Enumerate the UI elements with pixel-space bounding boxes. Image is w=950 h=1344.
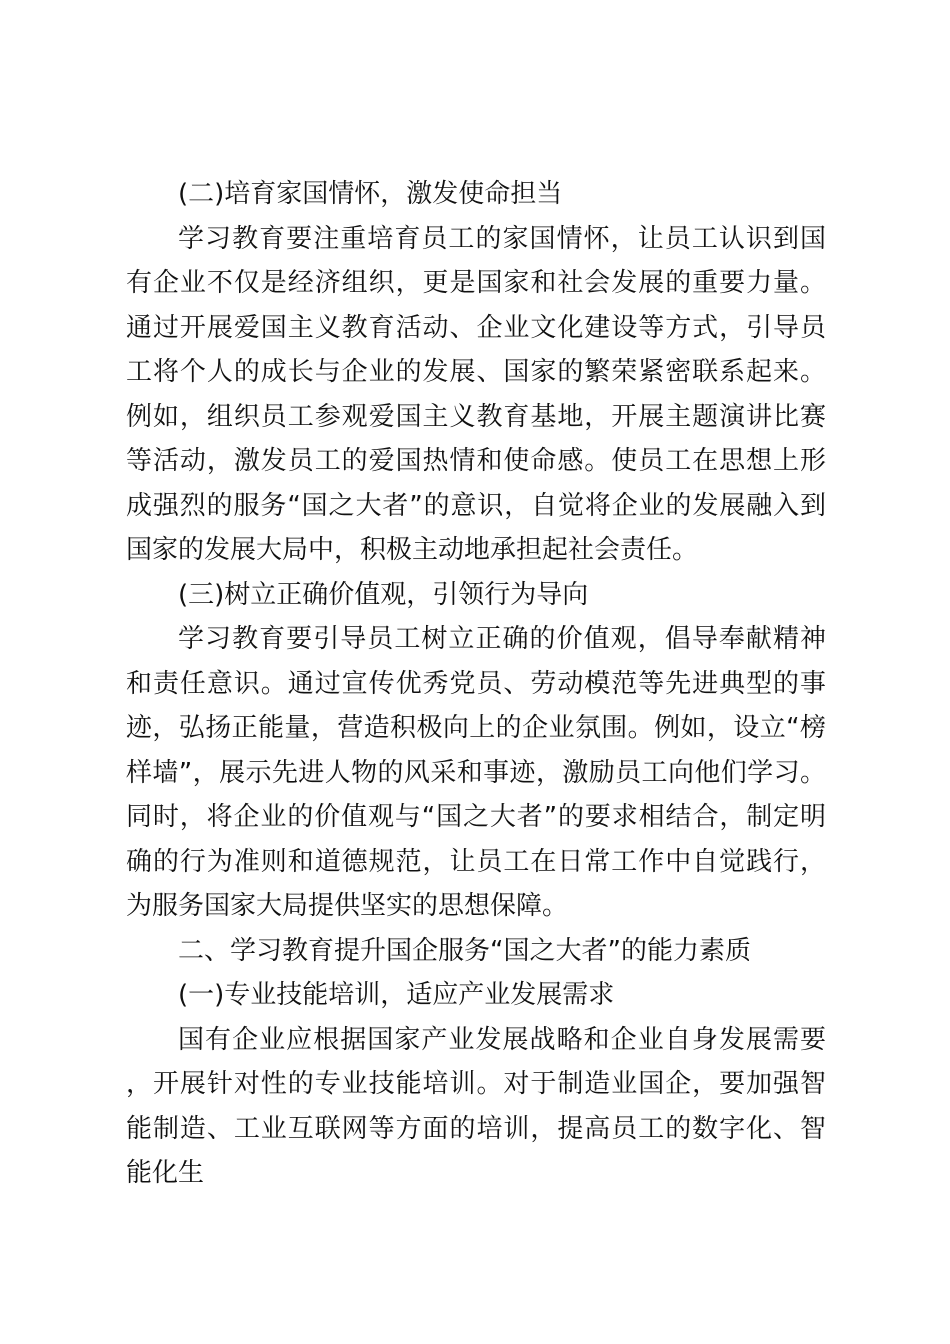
- section-heading-cultivate-patriotism: (二)培育家国情怀，激发使命担当: [178, 179, 563, 209]
- paragraph-values: 学习教育要引导员工树立正确的价值观，倡导奉献精神和责任意识。通过宣传优秀党员、劳动模范等先进典型的事迹，弘扬正能量，营造积极向上的企业氛围。例如，设立“榜样墙”，展示先进人物的风采和事迹，激励员工向他们学习。同时，将企业的价值观与“国之大者”的要求相结合，制定明确的行为准则和道德规范，让员工在日常工作中自觉践行，为服务国家大局提供坚实的思想保障。: [126, 624, 826, 921]
- section-heading-skills-training: (一)专业技能培训，适应产业发展需求: [178, 980, 615, 1010]
- section-heading-values: (三)树立正确价值观，引领行为导向: [178, 579, 589, 610]
- chapter-heading-capability: 二、学习教育提升国企服务“国之大者”的能力素质: [178, 935, 751, 966]
- document-body: [126, 172, 826, 1196]
- paragraph-patriotism: 学习教育要注重培育员工的家国情怀，让员工认识到国有企业不仅是经济组织，更是国家和社会发展的重要力量。通过开展爱国主义教育活动、企业文化建设等方式，引导员工将个人的成长与企业的发展、国家的繁荣紧密联系起来。例如，组织员工参观爱国主义教育基地，开展主题演讲比赛等活动，激发员工的爱国热情和使命感。使员工在思想上形成强烈的服务“国之大者”的意识，自觉将企业的发展融入到国家的发展大局中，积极主动地承担起社会责任。: [126, 223, 826, 565]
- paragraph-skills-training: 国有企业应根据国家产业发展战略和企业自身发展需要，开展针对性的专业技能培训。对于制造业国企，要加强智能制造、工业互联网等方面的培训，提高员工的数字化、智能化生: [126, 1024, 826, 1188]
